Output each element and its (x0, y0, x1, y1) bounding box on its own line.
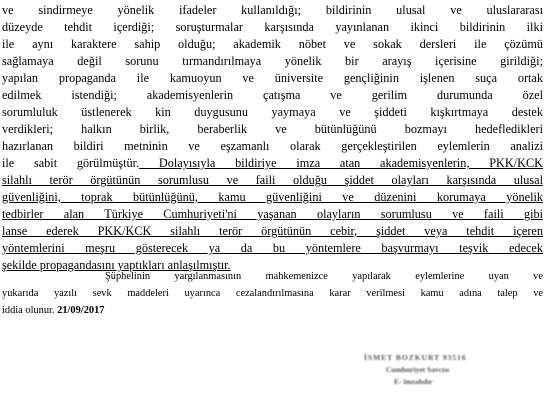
plain-text: ile sabit görülmüştür. (2, 156, 140, 170)
paragraph-line: hazırlanan bildiri metninin ve eşzamanlı olarak gerçekleştirilen eylemlerin analizi (2, 139, 543, 153)
paragraph-line: yapılan propaganda ile kamuoyun ve üniversite gençliğinin işlenen suça ortak (2, 71, 543, 85)
paragraph-line (2, 302, 543, 319)
request-paragraph (2, 268, 543, 319)
paragraph-line: Şüphelinin yargılanmasının mahkemenizce yapılarak eylemlerine uyan ve (105, 271, 543, 282)
underlined-line: şekilde propagandasını yaptıkları anlaşılmıştır. (2, 258, 231, 272)
plain-text: iddia olunur. (2, 305, 55, 316)
prosecutor-name: İSMET BOZKURT 93516 (364, 353, 467, 362)
underlined-line: silahlı terör örgütünün sorumlusu ve faili olduğu şiddet olayları karşısında ulusal (2, 173, 543, 187)
paragraph-line: yukarıda yazılı sevk maddeleri uyarınca cezalandırılmasına karar verilmesi kamu adına talep ve (2, 288, 543, 299)
signature-block (360, 352, 470, 388)
underlined-text: Dolayısıyla bildiriye imza atan akademisyenlerin, PKK/KCK (139, 156, 543, 170)
paragraph-line: verdikleri; halkın birlik, beraberlik ve bütünlüğünü bozmayı hedefledikleri (2, 122, 543, 136)
paragraph-line: edilmek istendiği; akademisyenlerin çatışma ve gerilim durumunda özel (2, 88, 543, 102)
underlined-line: tedbirler alan Türkiye Cumhuriyeti'ni yaşanan olayların sorumlusu ve faili gibi (2, 207, 543, 221)
paragraph-line: düzeyde tehdit içerdiği; soruşturmalar karşısında yayınlanan ikinci bildirinin ilki (2, 20, 543, 34)
paragraph-line: sorumluluk üstlenerek kin duygusunu yaymaya ve şiddeti kışkırtmaya destek (2, 105, 543, 119)
underlined-line: lanse ederek PKK/KCK silahlı terör örgütünün cebir, şiddet veya tehdit içeren (2, 224, 543, 238)
paragraph-line: ve sindirmeye yönelik ifadeler kullanıldığı; bildirinin ulusal ve uluslararası (2, 3, 543, 17)
document-date: 21/09/2017 (57, 305, 105, 316)
e-signature-note: E- imzalıdır (394, 377, 433, 386)
paragraph-line (2, 155, 543, 172)
paragraph-line: sağlamaya değil sorunu tırmandırılmaya yönelik bir arayış içerisine girildiği; (2, 54, 543, 68)
prosecutor-title: Cumhuriyet Savcısı (386, 365, 450, 374)
underlined-line: güvenliğini, toprak bütünlüğünü, kamu güvenliğini ve düzenini korumaya yönelik (2, 190, 543, 204)
paragraph-line: ile aynı karaktere sahip olduğu; akademik nöbet ve sokak dersleri ile çözümü (2, 37, 543, 51)
indictment-paragraph (2, 2, 543, 274)
underlined-line: yöntemlerini meşru gösterecek ya da bu yöntemlere başvurmayı teşvik edecek (2, 241, 543, 255)
